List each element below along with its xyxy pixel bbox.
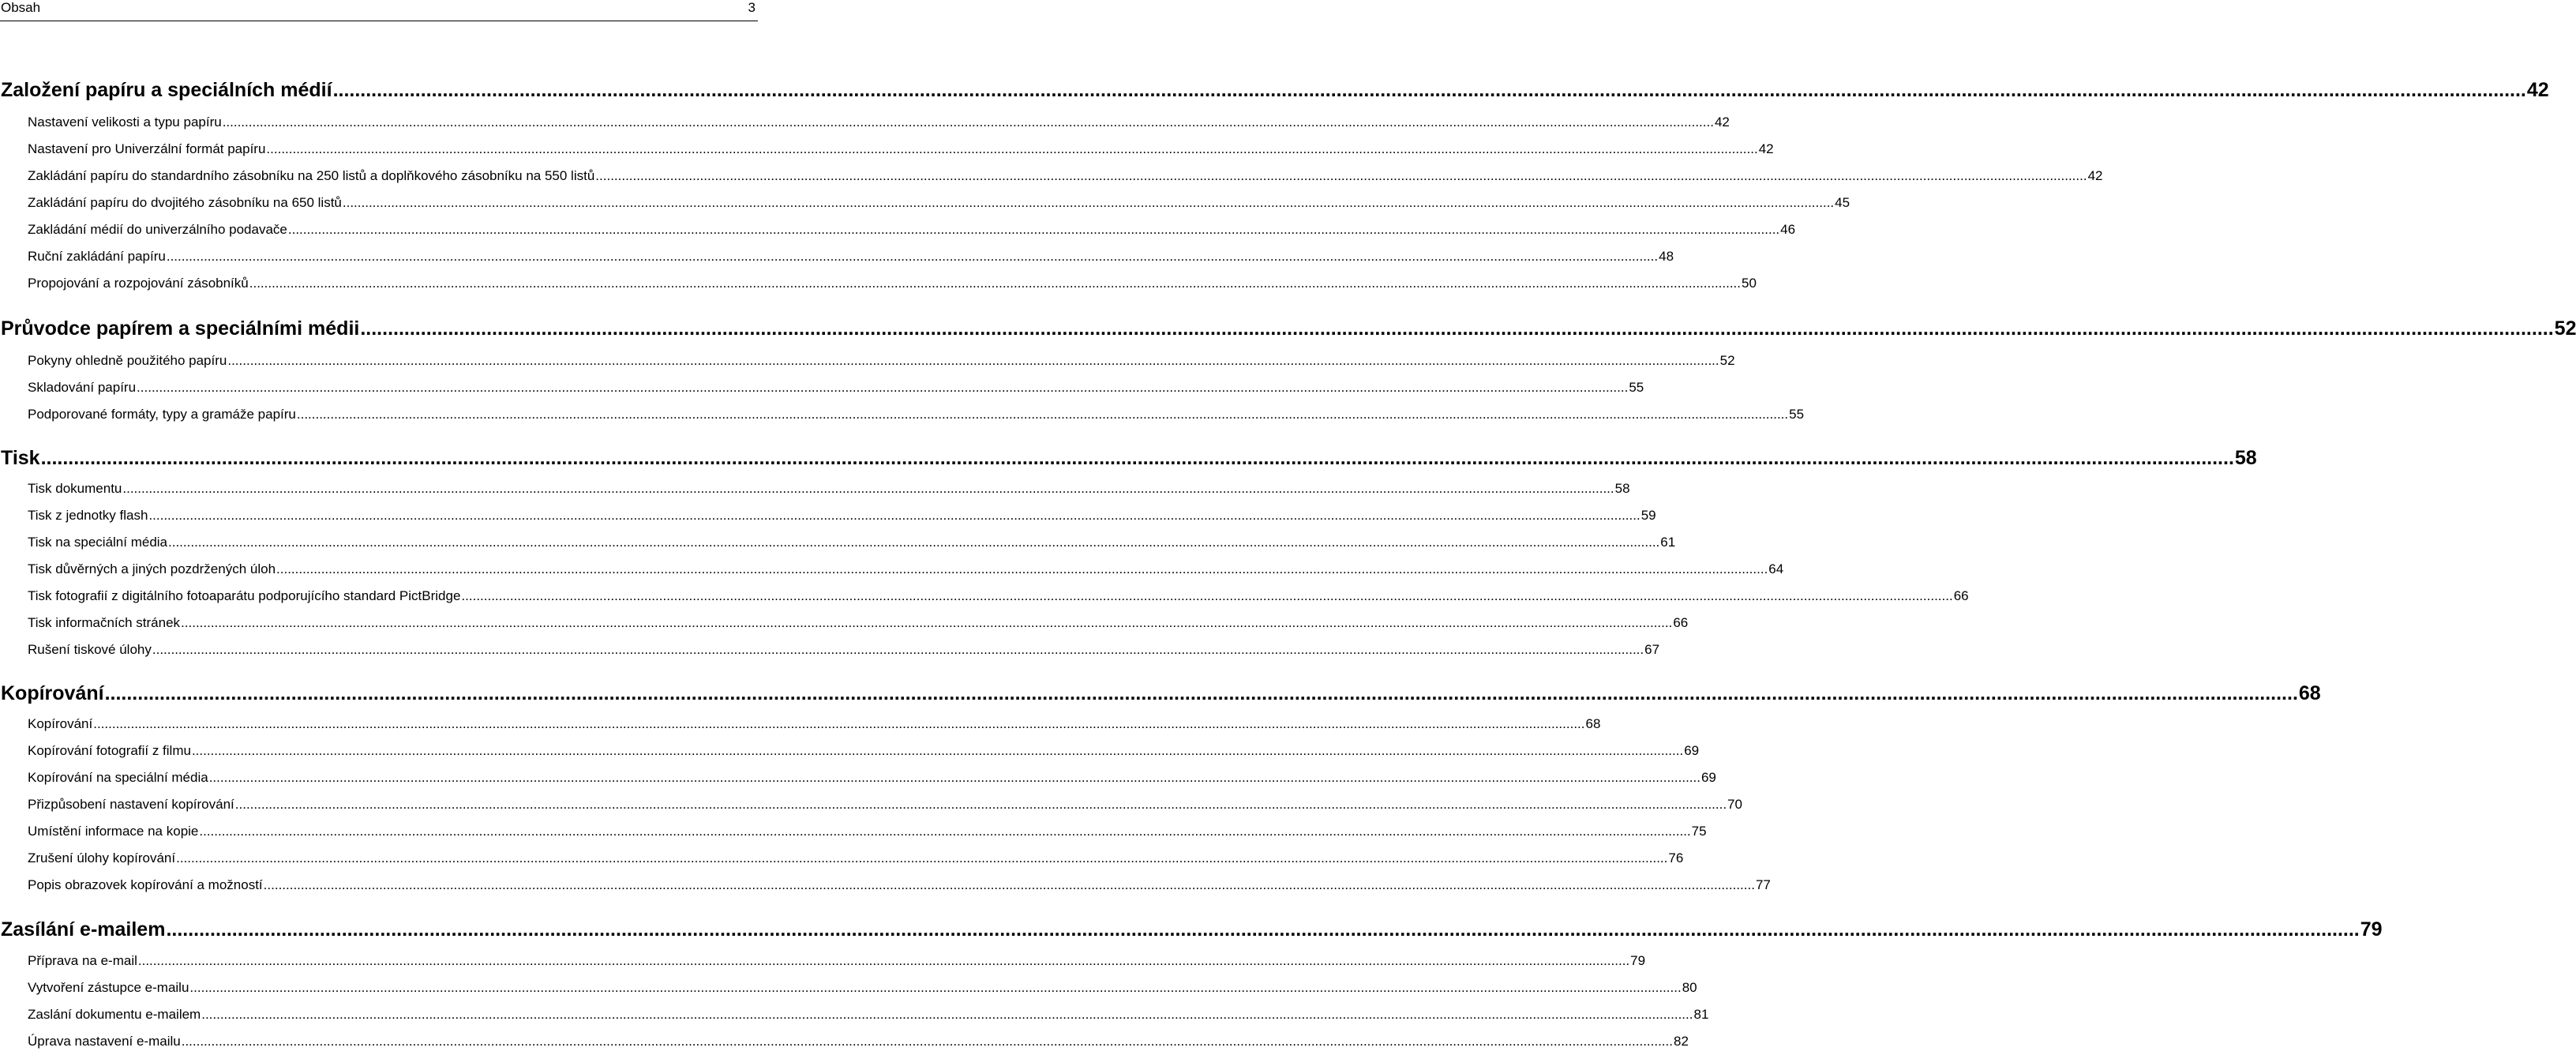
dot-leader	[148, 508, 1640, 524]
dot-leader	[152, 642, 1644, 658]
toc-entry[interactable]	[0, 824, 1707, 839]
dot-leader	[167, 249, 1658, 265]
toc-entry-title: Ruční zakládání papíru	[28, 249, 166, 264]
toc-entry[interactable]	[0, 535, 1676, 550]
toc-entry-title: Skladování papíru	[28, 380, 137, 395]
toc-entry[interactable]	[0, 561, 1784, 577]
toc-entry-page: 52	[1719, 353, 1735, 368]
dot-leader	[343, 195, 1834, 211]
toc-entry-page: 68	[1585, 716, 1601, 731]
dot-leader	[297, 407, 1788, 422]
dot-leader	[192, 743, 1683, 759]
toc-entry-page: 42	[1758, 141, 1774, 156]
toc-entry-title: Vytvoření zástupce e-mailu	[28, 980, 189, 995]
toc-entry-page: 55	[1789, 407, 1805, 422]
toc-entry-page: 42	[2087, 168, 2103, 183]
toc-entry[interactable]	[0, 770, 1716, 786]
dot-leader	[223, 115, 1714, 130]
toc-section-page: 79	[2360, 918, 2383, 940]
toc-entry[interactable]	[0, 953, 1646, 969]
toc-section-page: 42	[2526, 79, 2549, 101]
toc-entry-page: 64	[1768, 561, 1784, 576]
toc-entry[interactable]	[0, 588, 1969, 604]
toc-entry-title: Úprava nastavení e-mailu	[28, 1034, 181, 1049]
toc-entry-title: Tisk dokumentu	[28, 481, 122, 496]
toc-entry[interactable]	[0, 481, 1630, 497]
dot-leader	[105, 682, 2298, 705]
toc-entry[interactable]	[0, 195, 1850, 211]
toc-section-heading[interactable]	[0, 682, 2321, 705]
toc-entry-title: Kopírování	[28, 716, 93, 731]
toc-entry-page: 42	[1714, 115, 1730, 130]
toc-section-heading[interactable]	[0, 447, 2257, 470]
toc-entry-page: 59	[1640, 508, 1656, 523]
dot-leader	[266, 141, 1757, 157]
dot-leader	[461, 588, 1952, 604]
toc-entry[interactable]	[0, 615, 1689, 631]
toc-entry[interactable]	[0, 877, 1771, 893]
toc-entry-title: Kopírování na speciální média	[28, 770, 208, 785]
toc-entry-title: Zrušení úlohy kopírování	[28, 850, 176, 865]
dot-leader	[181, 615, 1672, 631]
dot-leader	[360, 317, 2553, 340]
dot-leader	[276, 561, 1768, 577]
dot-leader	[201, 1007, 1693, 1023]
toc-entry[interactable]	[0, 850, 1684, 866]
toc-entry-title: Příprava na e-mail	[28, 953, 137, 968]
toc-entry[interactable]	[0, 115, 1730, 130]
toc-entry-title: Propojování a rozpojování zásobníků	[28, 276, 249, 291]
dot-leader	[333, 79, 2526, 102]
toc-section-title: Tisk	[1, 447, 40, 469]
toc-entry-title: Zaslání dokumentu e-mailem	[28, 1007, 201, 1022]
toc-section-title: Založení papíru a speciálních médií	[1, 79, 332, 101]
toc-entry-page: 45	[1835, 195, 1850, 210]
toc-entry-page: 66	[1953, 588, 1969, 603]
toc-section-title: Zasílání e-mailem	[1, 918, 166, 940]
toc-entry-page: 58	[1614, 481, 1630, 496]
dot-leader	[189, 980, 1681, 996]
toc-entry-page: 67	[1644, 642, 1660, 657]
toc-entry-page: 77	[1755, 877, 1771, 892]
dot-leader	[595, 168, 2087, 184]
dot-leader	[166, 918, 2359, 941]
dot-leader	[168, 535, 1659, 550]
toc-entry[interactable]	[0, 642, 1660, 658]
toc-section-heading[interactable]	[0, 918, 2383, 941]
toc-section-page: 52	[2554, 317, 2576, 340]
toc-entry-title: Zakládání médií do univerzálního podavače	[28, 222, 287, 237]
dot-leader	[176, 850, 1667, 866]
dot-leader	[209, 770, 1700, 786]
toc-entry-title: Zakládání papíru do dvojitého zásobníku na 650 listů	[28, 195, 342, 210]
toc-section-page: 58	[2234, 447, 2257, 469]
toc-entry-page: 69	[1684, 743, 1700, 758]
dot-leader	[182, 1034, 1673, 1049]
toc-entry-page: 70	[1727, 797, 1742, 812]
toc-entry-page: 80	[1682, 980, 1697, 995]
toc-entry-page: 79	[1630, 953, 1646, 968]
toc-entry[interactable]	[0, 508, 1656, 524]
dot-leader	[249, 276, 1741, 291]
toc-entry[interactable]	[0, 1034, 1689, 1049]
toc-section-title: Průvodce papírem a speciálními médii	[1, 317, 360, 340]
toc-entry-title: Tisk na speciální média	[28, 535, 168, 550]
toc-entry[interactable]	[0, 380, 1644, 396]
toc-entry[interactable]	[0, 716, 1601, 732]
toc-entry[interactable]	[0, 168, 2103, 184]
toc-entry-page: 82	[1673, 1034, 1689, 1049]
toc-entry-title: Tisk důvěrných a jiných pozdržených úloh	[28, 561, 276, 576]
toc-entry-page: 75	[1691, 824, 1707, 839]
toc-entry-page: 66	[1673, 615, 1689, 630]
toc-entry-title: Kopírování fotografií z filmu	[28, 743, 191, 758]
toc-entry[interactable]	[0, 980, 1697, 996]
dot-leader	[122, 481, 1614, 497]
toc-entry[interactable]	[0, 1007, 1709, 1023]
toc-entry-title: Popis obrazovek kopírování a možností	[28, 877, 263, 892]
toc-entry[interactable]	[0, 743, 1700, 759]
toc-entry-title: Tisk fotografií z digitálního fotoaparátu podporujícího standard PictBridge	[28, 588, 461, 603]
toc-entry-page: 46	[1780, 222, 1796, 237]
dot-leader	[288, 222, 1779, 238]
dot-leader	[199, 824, 1690, 839]
toc-entry-page: 55	[1629, 380, 1644, 395]
toc-entry-title: Podporované formáty, typy a gramáže papíru	[28, 407, 296, 422]
toc-entry-page: 50	[1742, 276, 1757, 291]
dot-leader	[227, 353, 1719, 369]
toc-entry-page: 81	[1693, 1007, 1709, 1022]
toc-entry[interactable]	[0, 141, 1774, 157]
toc-entry[interactable]	[0, 222, 1796, 238]
toc-entry-title: Tisk informačních stránek	[28, 615, 181, 630]
toc-section-page: 68	[2298, 682, 2321, 704]
toc-entry-title: Zakládání papíru do standardního zásobníku na 250 listů a doplňkového zásobníku na 550 listů	[28, 168, 595, 183]
dot-leader	[138, 953, 1629, 969]
toc-section-heading[interactable]	[0, 79, 2549, 102]
dot-leader	[264, 877, 1755, 893]
toc-entry[interactable]	[0, 797, 1742, 813]
toc-entry-page: 69	[1700, 770, 1716, 785]
toc-entry-title: Rušení tiskové úlohy	[28, 642, 152, 657]
toc-entry-title: Pokyny ohledně použitého papíru	[28, 353, 227, 368]
dot-leader	[235, 797, 1727, 813]
header-section-title: Obsah	[1, 0, 41, 15]
toc-entry-page: 76	[1668, 850, 1684, 865]
toc-entry[interactable]	[0, 276, 1757, 291]
page-header	[0, 0, 758, 21]
toc-entry[interactable]	[0, 407, 1805, 422]
toc-section-title: Kopírování	[1, 682, 104, 704]
header-page-number: 3	[748, 0, 756, 15]
dot-leader	[137, 380, 1628, 396]
toc-entry-title: Nastavení pro Univerzální formát papíru	[28, 141, 266, 156]
toc-entry-page: 61	[1660, 535, 1676, 550]
toc-section-heading[interactable]	[0, 317, 2576, 340]
toc-entry-title: Přizpůsobení nastavení kopírování	[28, 797, 234, 812]
toc-entry-title: Tisk z jednotky flash	[28, 508, 148, 523]
toc-entry-title: Umístění informace na kopie	[28, 824, 199, 839]
dot-leader	[93, 716, 1584, 732]
toc-entry-title: Nastavení velikosti a typu papíru	[28, 115, 222, 130]
toc-entry[interactable]	[0, 353, 1735, 369]
dot-leader	[41, 447, 2234, 470]
toc-entry[interactable]	[0, 249, 1674, 265]
toc-entry-page: 48	[1659, 249, 1674, 264]
